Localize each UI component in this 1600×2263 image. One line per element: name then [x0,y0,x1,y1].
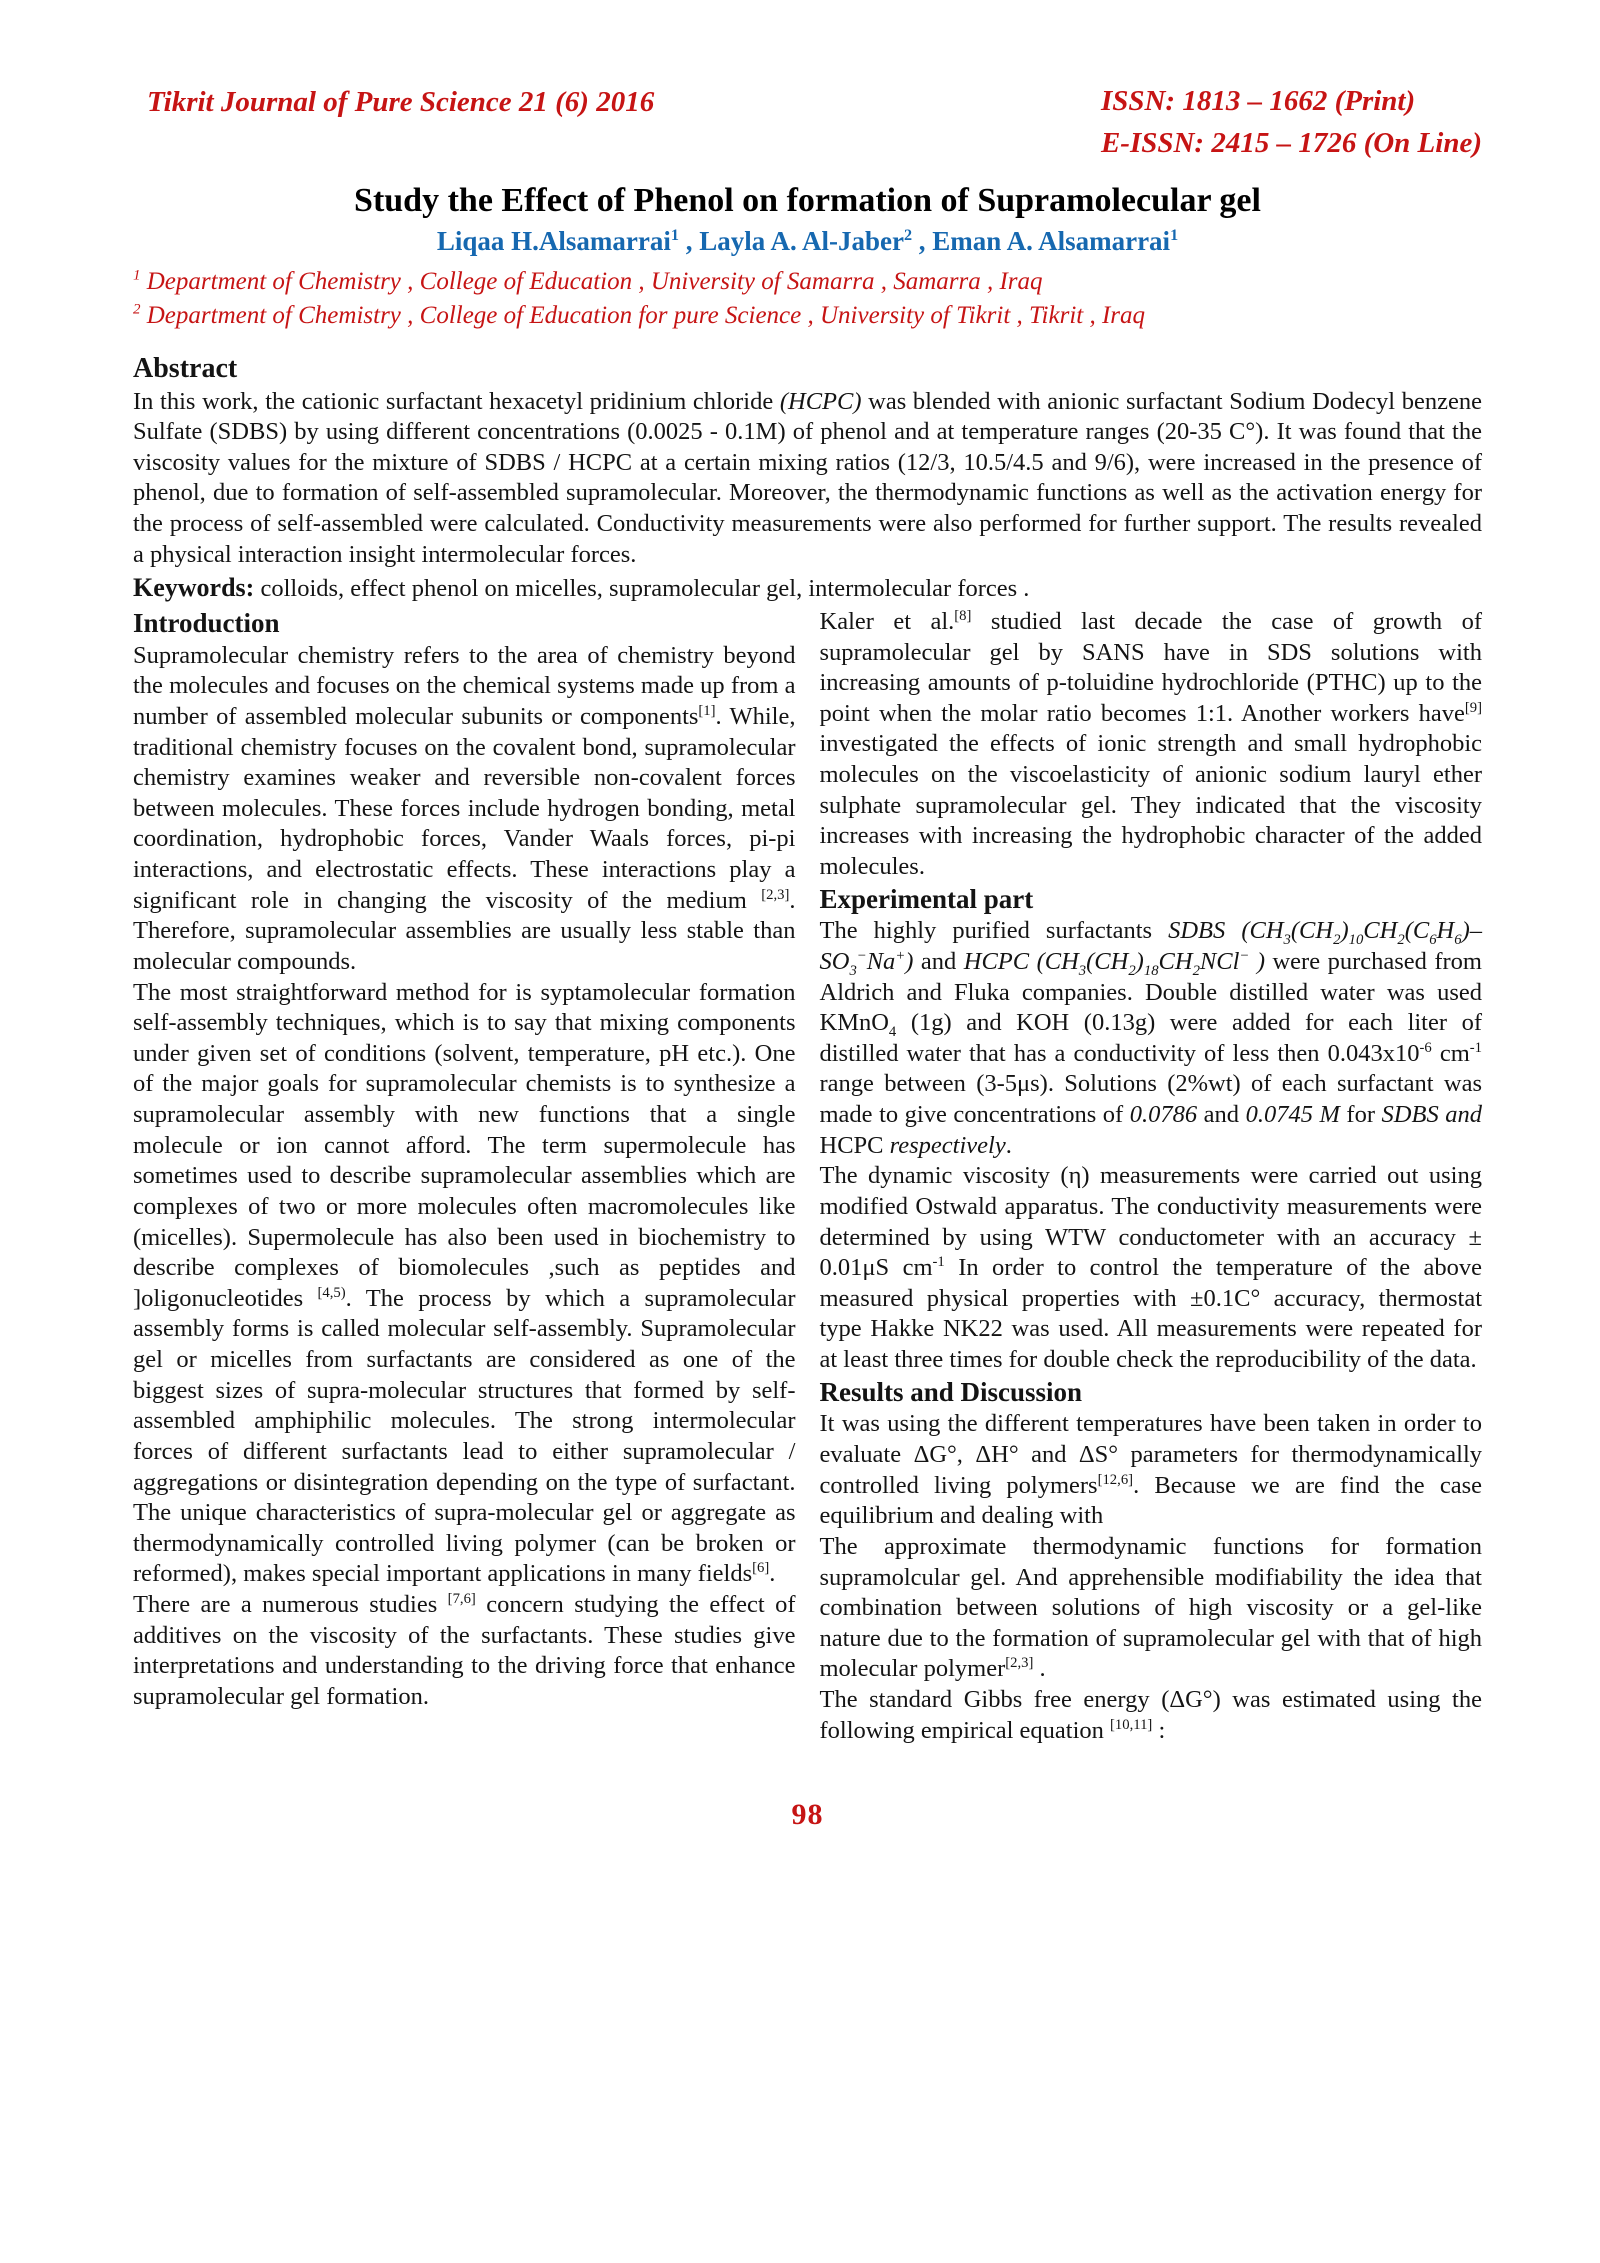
right-column [820,607,1483,1746]
issn-block [1101,80,1482,164]
keywords-label: Keywords: [133,573,255,603]
section-heading-experimental: Experimental part [819,883,1034,914]
keywords-text: colloids, effect phenol on micelles, supramolecular gel, intermolecular forces . [254,575,1030,603]
journal-title: Tikrit Journal of Pure Science 21 (6) 2016 [147,86,655,118]
affiliation-line-1: $^1$ Department of Chemistry , College of Education , University of Samarra , Samarra , Iraq [133,267,1043,296]
issn-online: E-ISSN: 2415 – 1726 (On Line) [1100,127,1482,160]
body-columns [133,607,1482,1746]
section-heading-results: Results and Discussion [819,1376,1083,1407]
paragraph-results-3: The standard Gibbs free energy (ΔG°) was estimated using the following empirical equation [10,11] : [819,1686,1482,1744]
affiliation-line-2: $^2$ Department of Chemistry , College of Education for pure Science , University of Tikrit , Tikrit , Iraq [133,301,1146,329]
section-heading-introduction: Introduction [133,607,280,638]
abstract-body: In this work, the cationic surfactant hexacetyl pridinium chloride (HCPC) was blended with anionic surfactant Sodium Dodecyl benzene Sulfate (SDBS) by using different concentrations (0.0025 - 0.1M) of phenol and at temperature ranges (20-35 C°). It was found that the viscosity values for the mixture of SDBS / HCPC at a certain mixing ratios (12/3, 10.5/4.5 and 9/6), were increased in the presence of phenol, due to formation of self-assembled supramolecular. Moreover, the thermodynamic functions as well as the activation energy for the process of self-assembled were calculated. Conductivity measurements were also performed for further support. The results revealed a physical interaction insight intermolecular forces. [133,387,1482,568]
issn-print: ISSN: 1813 – 1662 (Print) [1100,85,1416,117]
paragraph-kaler: Kaler et al.[8] studied last decade the case of growth of supramolecular gel by SANS have in SDS solutions with increasing amounts of p-toluidine hydrochloride (PTHC) up to the point when the molar ratio becomes 1:1. Another workers have[9] investigated the effects of ionic strength and small hydrophobic molecules on the viscoelasticity of anionic sodium lauryl ether sulphate supramolecular gel. They indicated that the viscosity increases with increasing the hydrophobic character of the added molecules. [819,607,1482,880]
paragraph-intro-3: There are a numerous studies [7,6] concern studying the effect of additives on the viscosity of the surfactants. These studies give interpretations and understanding to the driving force that enhance supramolecular gel formation. [133,1590,796,1710]
affiliations [133,265,1482,333]
page-number: 98 [791,1798,824,1832]
keywords-line [133,572,1482,605]
abstract-heading: Abstract [133,352,238,384]
journal-header [133,80,1482,164]
authors-line: Liqaa H.Alsamarrai$^1$ , Layla A. Al-Jaber$^2$ , Eman A. Alsamarrai$^1$ [436,226,1179,257]
paragraph-results-2: The approximate thermodynamic functions for formation supramolcular gel. And apprehensible modifiability the idea that combination between solutions of high viscosity or a gel-like nature due to the formation of supramolecular gel with that of high molecular polymer[2,3] . [819,1532,1482,1683]
paragraph-experimental-1: The highly purified surfactants SDBS $(CH_3(CH_2)_{10}CH_2(C_6H_6)-SO_3^-Na^+)$ and HCPC ($CH_3(CH_2)_{18}CH_2NCl^-$ ) were purchased from Aldrich and Fluka companies. Double distilled water was used KMnO$_4$ (1g) and KOH (0.13g) were added for each liter of distilled water that has a conductivity of less then $0.043x10^{-6}$ $cm^{-1}$ range between (3-5μs). Solutions (2%wt) of each surfactant was made to give concentrations of 0.0786 and 0.0745 M for SDBS and HCPC respectively. [819,917,1483,1159]
paragraph-intro-1: Supramolecular chemistry refers to the area of chemistry beyond the molecules and focuses on the chemical systems made up from a number of assembled molecular subunits or components[1]. While, traditional chemistry focuses on the covalent bond, supramolecular chemistry examines weaker and reversible non-covalent forces between molecules. These forces include hydrogen bonding, metal coordination, hydrophobic forces, Vander Waals forces, pi-pi interactions, and electrostatic effects. These interactions play a significant role in changing the viscosity of the medium [2,3]. Therefore, supramolecular assemblies are usually less stable than molecular compounds. [133,641,796,975]
paragraph-results-1: It was using the different temperatures have been taken in order to evaluate ΔG°, ΔH° and ΔS° parameters for thermodynamically controlled living polymers[12,6]. Because we are find the case equilibrium and dealing with [819,1410,1482,1530]
paper-title: Study the Effect of Phenol on formation of Supramolecular gel [354,182,1261,220]
paragraph-intro-2: The most straightforward method for is syptamolecular formation self-assembly techniques, which is to say that mixing components under given set of conditions (solvent, temperature, pH etc.). One of the major goals for supramolecular chemists is to synthesize a supramolecular assembly with new functions that a single molecule or ion cannot afford. The term supermolecule has sometimes used to describe supramolecular assemblies which are complexes of two or more molecules often macromolecules like (micelles). Supermolecule has also been used in biochemistry to describe complexes of biomolecules ,such as peptides and ]oligonucleotides $^{[4,5)}$. The process by which a supramolecular assembly forms is called molecular self-assembly. Supramolecular gel or micelles from surfactants are considered as one of the biggest sizes of supra-molecular structures that formed by self-assembled amphiphilic molecules. The strong intermolecular forces of different surfactants lead to either supramolecular / aggregations or disintegration depending on the type of surfactant. The unique characteristics of supra-molecular gel or aggregate as thermodynamically controlled living polymer (can be broken or reformed), makes special important applications in many fields[6]. [133,978,796,1588]
paragraph-experimental-2: The dynamic viscosity (η) measurements were carried out using modified Ostwald apparatus. The conductivity measurements were determined by using WTW conductometer with an accuracy ± 0.01μS $cm^{-1}$ In order to control the temperature of the above measured physical properties with ±0.1C° accuracy, thermostat type Hakke NK22 was used. All measurements were repeated for at least three times for double check the reproducibility of the data. [819,1162,1482,1374]
left-column [133,607,796,1746]
